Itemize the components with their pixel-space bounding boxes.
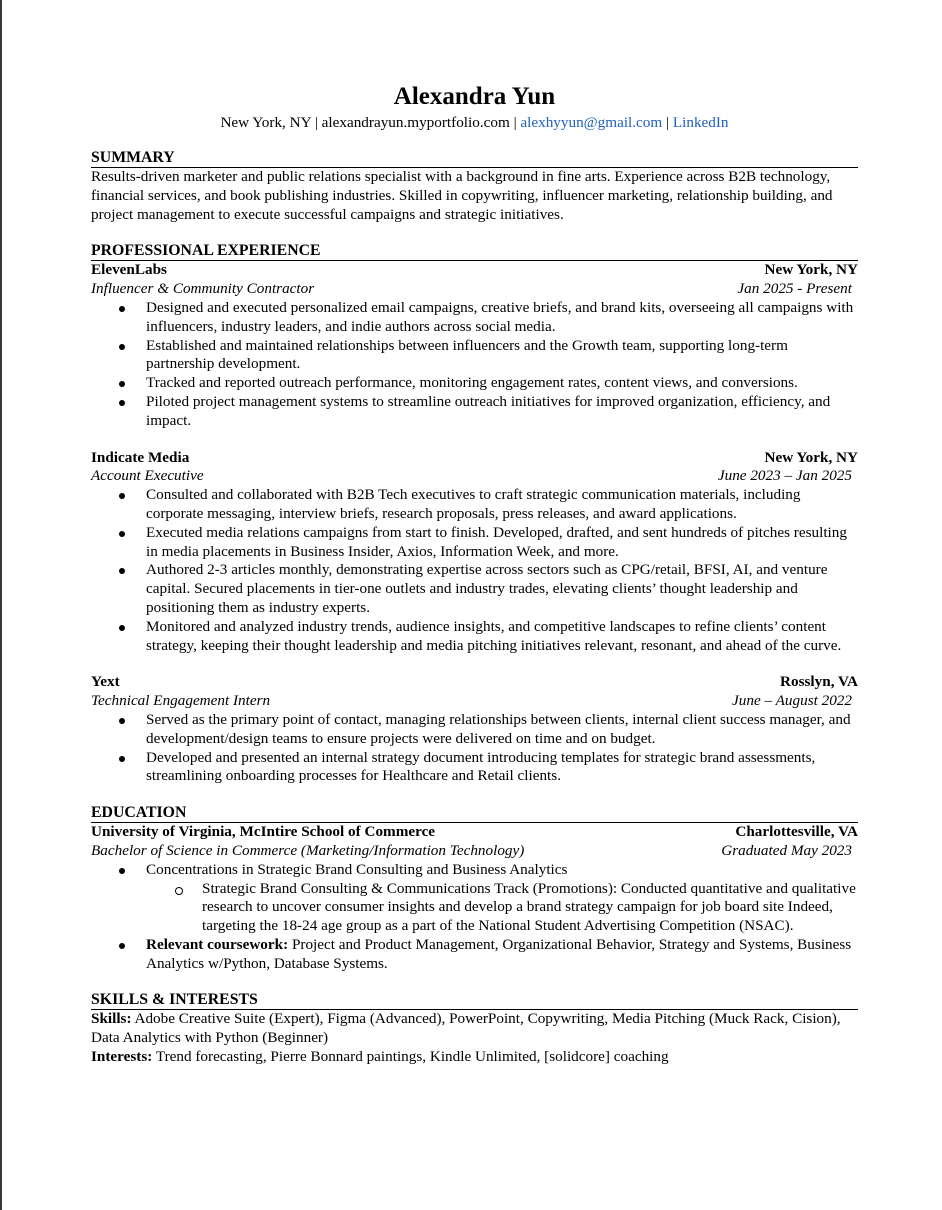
education-bullets [91, 861, 858, 974]
list-item: Authored 2-3 articles monthly, demonstrating expertise across sectors such as CPG/retail, BFSI, AI, and venture capital. Secured placements in tier-one outlets and industry trades, elevating clients’ thought leadership and positioning them as industry experts. [146, 561, 858, 617]
skills-text: Adobe Creative Suite (Expert), Figma (Advanced), PowerPoint, Copywriting, Media Pitching (Muck Rack, Cision), Data Analytics with Python (Beginner) [91, 1010, 841, 1047]
job-role: Influencer & Community Contractor [91, 280, 315, 298]
concentrations-text: Concentrations in Strategic Brand Consulting and Business Analytics [146, 860, 568, 878]
summary-text: Results-driven marketer and public relations specialist with a background in fine arts. Experience across B2B technology, financial services, and book publishing industries. Skilled in copywriting, influencer marketing, relationship building, and project management to execute successful campaigns and strategic initiatives. [91, 168, 833, 223]
experience-heading: PROFESSIONAL EXPERIENCE [91, 242, 858, 261]
company-name: Indicate Media [91, 448, 190, 466]
job-location: New York, NY [764, 448, 858, 466]
contact-line [91, 113, 858, 132]
school-name: University of Virginia, McIntire School of Commerce [91, 823, 436, 841]
interests-label: Interests: [91, 1048, 153, 1066]
list-item: Monitored and analyzed industry trends, audience insights, and competitive landscapes to refine clients’ content strategy, keeping their thought leadership and media pitching initiatives relevant, resonant, and ahead of the curve. [146, 618, 858, 656]
education-entry [91, 823, 858, 973]
contact-location: New York, NY [220, 114, 312, 131]
job-entry [91, 261, 858, 430]
contact-separator: | [662, 114, 673, 131]
list-item: Tracked and reported outreach performance, monitoring engagement rates, content views, and conversions. [146, 374, 858, 393]
interests-line [91, 1048, 858, 1067]
job-dates: Jan 2025 - Present [737, 280, 852, 298]
resume-page [91, 82, 858, 1067]
resume-name: Alexandra Yun [393, 83, 556, 110]
list-item [146, 936, 858, 974]
skills-heading: SKILLS & INTERESTS [91, 991, 858, 1010]
linkedin-link[interactable]: LinkedIn [672, 114, 729, 131]
coursework-text: Project and Product Management, Organizational Behavior, Strategy and Systems, Business Analytics w/Python, Database Systems. [146, 935, 852, 972]
education-degree-row [91, 842, 858, 861]
interests-text: Trend forecasting, Pierre Bonnard paintings, Kindle Unlimited, [solidcore] coaching [152, 1048, 669, 1066]
coursework-label: Relevant coursework: [146, 935, 289, 953]
summary-heading: SUMMARY [91, 149, 858, 168]
contact-separator: | [311, 114, 322, 131]
job-header-row [91, 261, 858, 280]
company-name: Yext [91, 673, 120, 691]
job-dates: June – August 2022 [732, 692, 852, 710]
job-bullets [91, 711, 858, 786]
contact-separator: | [509, 114, 521, 131]
job-dates: June 2023 – Jan 2025 [717, 467, 852, 485]
job-role-row [91, 280, 858, 299]
skills-label: Skills: [91, 1010, 132, 1028]
graduation-date: Graduated May 2023 [721, 841, 852, 859]
job-role: Technical Engagement Intern [91, 692, 271, 710]
job-header-row [91, 449, 858, 468]
list-item: Executed media relations campaigns from start to finish. Developed, drafted, and sent hundreds of pitches resulting in media placements in Business Insider, Axios, Information Week, and more. [146, 524, 858, 562]
list-item: Strategic Brand Consulting & Communications Track (Promotions): Conducted quantitative and qualitative research to uncover consumer insights and develop a brand strategy campaign for job board site Indeed, targeting the 18-24 age group as a part of the National Student Advertising Competition (NSAC). [202, 880, 858, 936]
education-header-row [91, 823, 858, 842]
job-entry [91, 449, 858, 656]
job-location: Rosslyn, VA [780, 673, 858, 691]
job-bullets [91, 299, 858, 431]
contact-portfolio: alexandrayun.myportfolio.com [321, 114, 510, 131]
list-item: Designed and executed personalized email campaigns, creative briefs, and brand kits, overseeing all campaigns with influencers, industry leaders, and indie authors across social media. [146, 299, 858, 337]
list-item [146, 861, 858, 936]
education-heading: EDUCATION [91, 804, 858, 823]
list-item: Established and maintained relationships between influencers and the Growth team, supporting long-term partnership development. [146, 337, 858, 375]
job-location: New York, NY [764, 261, 858, 279]
email-link[interactable]: alexhyyun@gmail.com [520, 114, 663, 131]
job-bullets [91, 486, 858, 655]
job-role-row [91, 692, 858, 711]
job-role-row [91, 467, 858, 486]
job-entry [91, 673, 858, 786]
list-item: Developed and presented an internal strategy document introducing templates for strategic brand assessments, streamlining onboarding processes for Healthcare and Retail clients. [146, 749, 858, 787]
school-location: Charlottesville, VA [735, 823, 858, 841]
page-left-border [0, 0, 2, 1210]
education-sub-bullets [146, 880, 858, 936]
experience-list [91, 261, 858, 786]
company-name: ElevenLabs [91, 261, 167, 279]
list-item: Piloted project management systems to streamline outreach initiatives for improved organization, efficiency, and impact. [146, 393, 858, 431]
skills-line [91, 1010, 858, 1048]
list-item: Consulted and collaborated with B2B Tech executives to craft strategic communication materials, including corporate messaging, interview briefs, research proposals, press releases, and award applications. [146, 486, 858, 524]
job-header-row [91, 673, 858, 692]
degree-name: Bachelor of Science in Commerce (Marketing/Information Technology) [91, 841, 525, 859]
list-item: Served as the primary point of contact, managing relationships between clients, internal client success manager, and development/design teams to ensure projects were delivered on time and on budget. [146, 711, 858, 749]
job-role: Account Executive [91, 467, 204, 485]
